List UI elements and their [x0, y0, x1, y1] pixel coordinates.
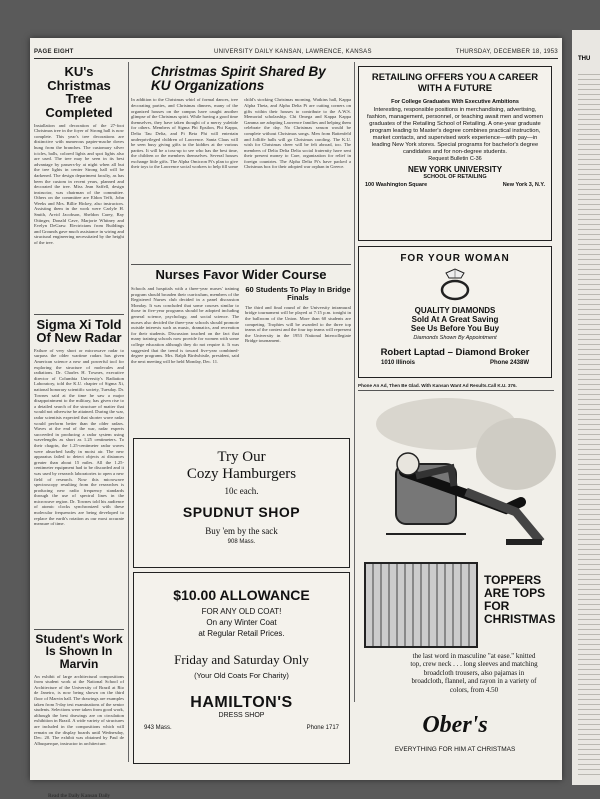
hamiltons-ad	[133, 572, 350, 764]
hamiltons-line1: FOR ANY OLD COAT!	[201, 607, 282, 616]
masthead	[34, 48, 558, 59]
nurses-body: Schools and hospitals with a three-year nurses' training program should broaden their curriculum, members of the Registered Nurses club decided in a panel discussion Monday. It was concluded that some courses similar to those in five-year programs should be adopted including general science, psychology, and social science. The nurses also decided the three-year schools should promote outside interests such as music, dramatics, and recreation for their students. Discussion touched on the fact that many training schools now provide for women with some college education although they do not require it. It was suggested that the trend is toward five-year combined-degree programs. Mrs. Ralph Birdwhistle, president, said the next meeting will be held Monday, Dec. 11.	[131, 285, 239, 364]
adjacent-page-edge	[572, 30, 600, 785]
spudnut-line1: Try Our	[217, 449, 266, 465]
hamiltons-days: Friday and Saturday Only	[174, 652, 309, 667]
issue-date: THURSDAY, DECEMBER 18, 1953	[455, 49, 558, 55]
hamiltons-name: HAMILTON'S	[190, 694, 293, 711]
hamiltons-charity: (Your Old Coats For Charity)	[194, 671, 289, 680]
obers-ad	[356, 394, 554, 764]
radar-body: Failure of very short or microwave radar to surpass the older wartime radars has given American science a new and powerful tool for exploring the structure of molecules and radiations. Dr. Charles H. Townes, executive director of Columbia University's Radiation Laboratory, told the K.U. chapter of Sigma Xi, national honorary scientific society, Tuesday. Dr. Townes said at the time he saw a major disappointment to the military, has given rise to a detailed search of the structure of matter that would not otherwise be attained. During the war, radar scientists expected that shorter wave radar would perform better than the older radars. Waves at the end of the war, radar experts succeeded in producing a radar system using wavelengths as short as 1.25 centimeters. To their chagrin, the 1.25-centimeter radar waves were absorbed badly in moist air. The new apparatus failed to detect objects at distances greater than about 15 miles. All the 1.25-centimeter equipment had to be discarded and it was used by research laboratories to open a new field of research. Now this microwave spectroscopy resulting from the researches is producing new radio frequency standards through the use of spectral lines in the microwave region. Dr. Townes told his audience of atomic clocks synchronized with these molecular frequencies are being developed to replace the earth's rotation as our most accurate measure of time.	[34, 347, 124, 527]
nyu-address-right: New York 3, N.Y.	[502, 181, 545, 188]
laptad-phone: Phone 2438W	[489, 360, 529, 366]
laptad-footer	[359, 358, 551, 366]
spudnut-line2: Cozy Hamburgers	[186, 466, 297, 482]
obers-headline: TOPPERS ARE TOPS FOR CHRISTMAS	[484, 573, 556, 626]
nyu-address-left: 100 Washington Square	[365, 181, 428, 188]
spirit-body: In addition to the Christmas whirl of formal dances, tree decorating parties, and Christmas dinners, many of the organized houses on the campus have caught another glimpse of the Christmas spirit. While having a good time themselves, they have taken thought of a merry yuletide for others. Members of Sigma Phi Epsilon, Phi Kappa, Delta Tau Delta, and Pi Beta Phi will entertain underprivileged children of Lawrence. Santa Claus will be seen busy giving gifts to the kiddies at the various parties. It will be a toss-up to see who has the best time, the children or the members themselves. Several houses exchange little gifts. The Alpha Omicron Pi's plan to give their toys to the Lawrence social workers to help fill some child's stocking Christmas morning. Watkins hall, Kappa Alpha Theta, and Alpha Delta Pi are cutting corners on gifts within their houses to contribute to the A.W.S. Memorial scholarship. Chi Omega and Kappa Kappa Gamma are adopting Lawrence families and helping them celebrate the day. No Christmas season would be complete without Christmas songs. Men from Battenfeld and Jolliffe halls will go Christmas caroling. The K.U. wish for Christmas cheer will be felt abroad, too. The members of Delta Delta Delta social fraternity have sent their present money to Care, organization for relief in foreign countries. The Alpha Delta Pi's have packed a Christmas box for their adopted war orphan in Greece.	[131, 97, 351, 170]
bridge-body: The third and final round of the University intramural bridge tournament will be played at 7:15 p.m. tonight in the ballroom of the Union. More than 60 students are competing. Trophies will be awarded to the three top teams of the contest and the four top teams will represent the University in the 1953 National Intercollegiate Bridge tournament.	[245, 304, 351, 344]
adjacent-page-label: THU	[578, 56, 591, 62]
laptad-line4: Diamonds Shown By Appointment	[413, 335, 497, 341]
phone-ad-line: Phone An Ad, Then Be Glad. With Kansan Want Ad Results.Call K.U. 376.	[358, 383, 554, 391]
hamiltons-phone: Phone 1717	[306, 725, 339, 731]
laptad-address: 1010 Illinois	[381, 360, 416, 366]
laptad-line3: See Us Before You Buy	[410, 324, 500, 333]
nyu-address-row	[359, 180, 551, 188]
lounging-man-illustration	[356, 394, 554, 564]
nyu-retailing-ad	[358, 66, 552, 241]
spirit-headline: Christmas Spirit Shared By KU Organizations	[151, 64, 326, 94]
nurses-bridge-row	[131, 286, 351, 416]
diamond-ring-icon	[435, 268, 475, 302]
spudnut-ad	[133, 438, 350, 568]
nurses-headline: Nurses Favor Wider Course	[155, 267, 327, 283]
divider	[131, 264, 351, 265]
spudnut-offer: Buy 'em by the sack	[205, 526, 278, 536]
hamiltons-footer	[134, 719, 349, 731]
spudnut-price: 10c each.	[224, 486, 259, 496]
nyu-body: Interesting, responsible positions in merchandising, advertising, fashion, management, personnel, or teaching await men and women graduates of the Retailing School of Retailing. A one-year graduate program leading to Master's degree combines practical instruction, market contacts, and supervised work experience—with pay—in leading New York stores. Special programs for bachelor's degree candidates and for non-degree students.	[367, 106, 543, 155]
paper-name: UNIVERSITY DAILY KANSAN, LAWRENCE, KANSAS	[214, 49, 372, 55]
laptad-diamond-ad	[358, 246, 552, 378]
bridge-story	[245, 286, 351, 416]
obers-logo: Ober's	[422, 712, 488, 738]
spudnut-shop: SPUDNUT SHOP	[182, 504, 301, 520]
newspaper-page	[30, 38, 562, 799]
bridge-headline: 60 Students To Play In Bridge Finals	[245, 284, 351, 302]
radar-headline: Sigma Xi Told Of New Radar	[36, 316, 122, 346]
marvin-body: An exhibit of large architectural compositions from student work at the National School of Architecture of the University of Brazil at Rio de Janeiro, is now being shown on the third floor of Marvin hall. The drawings are examples taken from 5-day test examinations of the senior students. Selections were taken from good work, although the best drawings are on circulation exhibition in Brazil. A wide variety of structures are included in the compositions which will remain on the display boards until Wednesday, Dec. 20. The exhibit was obtained by Paul de Albuquerque, instructor in architecture.	[34, 673, 124, 746]
tree-headline: KU's Christmas Tree Completed	[45, 64, 113, 120]
obers-slogan: EVERYTHING FOR HIM AT CHRISTMAS	[394, 746, 516, 753]
spudnut-address: 908 Mass.	[227, 539, 256, 545]
column-one	[34, 63, 124, 799]
nyu-bulletin: Request Bulletin C-36	[428, 155, 482, 162]
divider	[34, 314, 124, 315]
marvin-headline: Student's Work Is Shown In Marvin	[35, 631, 123, 672]
marvin-footer: Read the Daily Kansan Daily	[48, 793, 110, 799]
column-rule	[128, 62, 129, 762]
hamiltons-address: 943 Mass.	[144, 725, 172, 731]
nyu-school-sub: SCHOOL OF RETAILING	[423, 173, 487, 180]
nyu-school: NEW YORK UNIVERSITY	[407, 164, 503, 174]
tree-body: Installation and decoration of the 27-foot Christmas tree in the foyer of Strong hall is now complete. This year's tree decorations are distinctive with numerous papier-mache doves hung from the branches. The customary silver icicles, balls, colored lights and spot lights also are used. The tree may be seen in its best advantage by passers-by at night when all but the tree lights in center Strong hall will be darkened. The design department faculty, as has been the custom in recent years, planned and decorated the tree. Miss Jean Saffell, design instructor, was chairman of the committee. Others on the committee are Eldon Tefft, John Weeks and Mrs. Billie Hickey, also instructors. Assisting them in the work were Carlyle H. Smith, Arvid Jacobson, Sheldon Carey, Ray Ottinger, Donald Cave, Marjorie Whitney and Evelyn DeGraw. Electricians from Buildings and Grounds gave much assistance in wiring and structural engineering necessitated by the height of the tree.	[34, 122, 124, 246]
gift-box-illustration	[364, 562, 478, 648]
page-label: PAGE EIGHT	[34, 49, 74, 55]
laptad-line2: Sold At A Great Saving	[411, 315, 499, 324]
column-middle	[131, 63, 351, 433]
obers-body: the last word in masculine "at ease." knitted top, crew neck . . . long sleeves and matching broadcloth trousers, also pajamas in broadcloth, flannel, and rayon in a variety of colors, from 4.50	[410, 652, 538, 694]
adjacent-page-text	[578, 70, 600, 775]
hamiltons-amount: $10.00 ALLOWANCE	[173, 587, 310, 603]
hamiltons-line2: On any Winter Coat	[206, 618, 277, 627]
nyu-headline: RETAILING OFFERS YOU A CAREER WITH A FUTURE	[371, 72, 539, 94]
nyu-subhead: For College Graduates With Executive Ambitions	[391, 98, 519, 105]
divider	[34, 629, 124, 630]
column-rule	[354, 62, 355, 702]
hamiltons-line3: at Regular Retail Prices.	[198, 629, 285, 638]
laptad-top: FOR YOUR WOMAN	[400, 253, 510, 264]
hamiltons-sub: DRESS SHOP	[218, 712, 265, 719]
laptad-line1: QUALITY DIAMONDS	[414, 306, 496, 315]
laptad-name: Robert Laptad – Diamond Broker	[380, 347, 530, 358]
